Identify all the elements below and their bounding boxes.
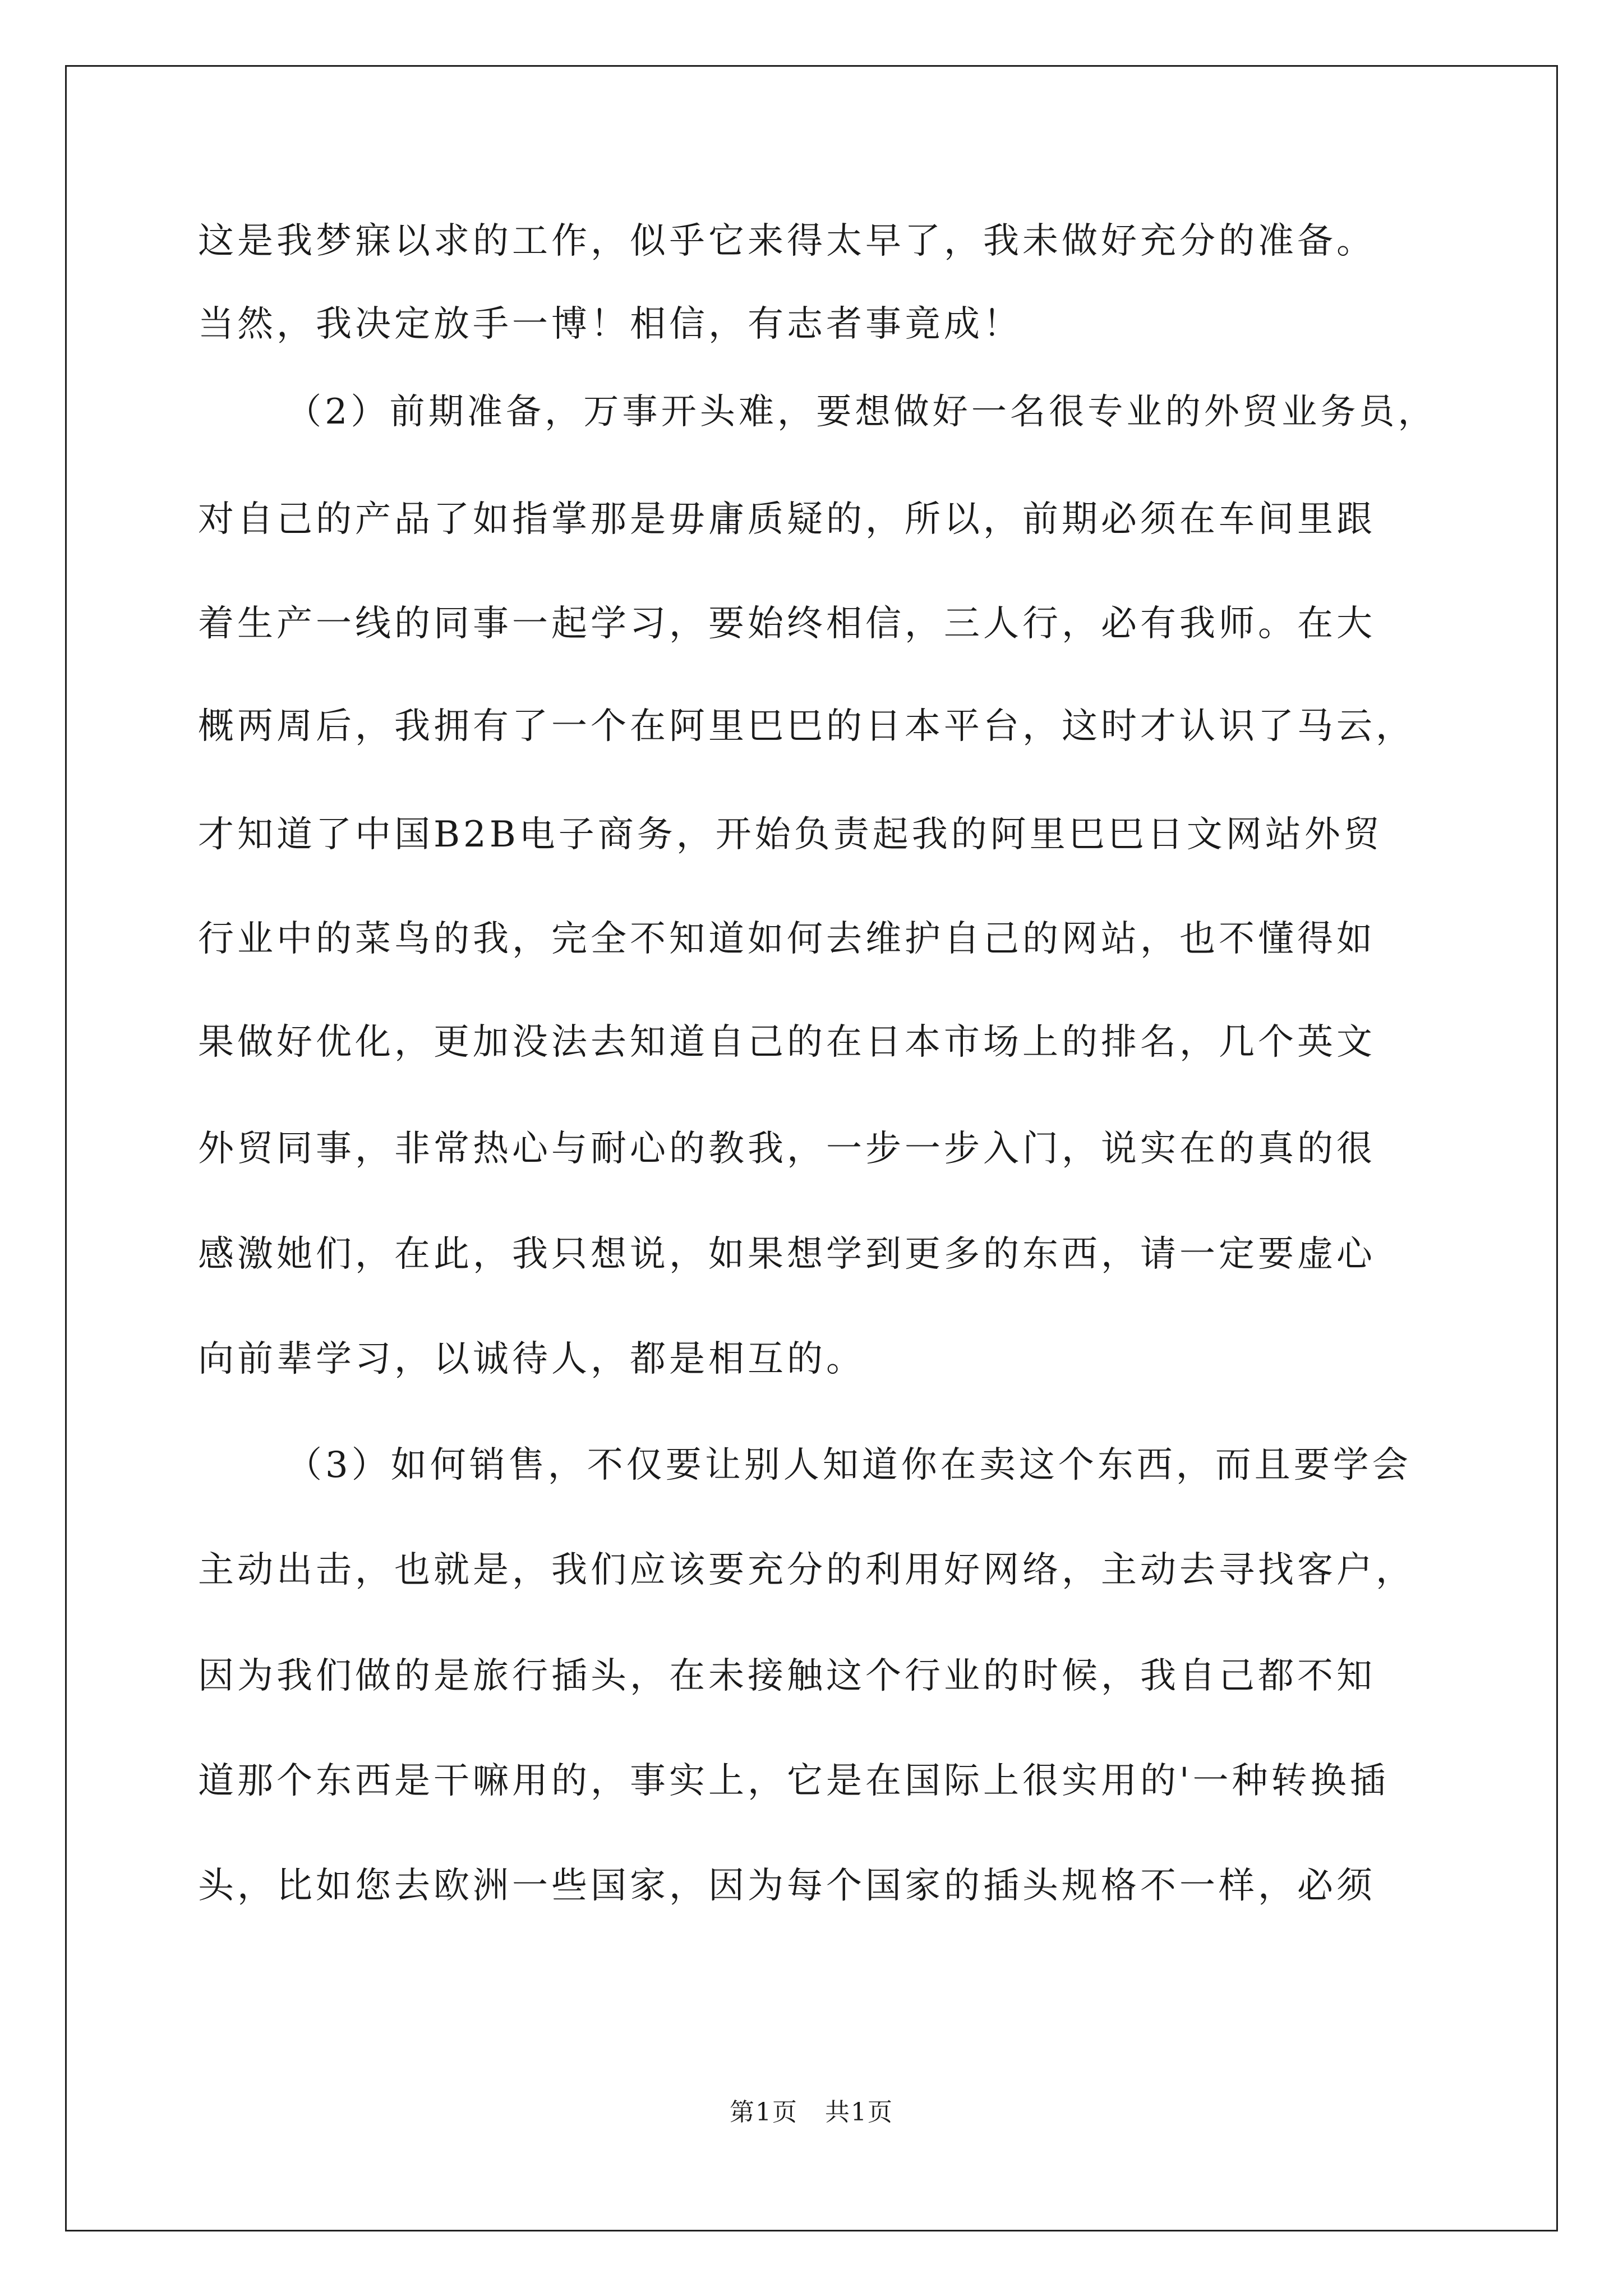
page-footer: 第1页 共1页 <box>730 2098 893 2127</box>
text-line: 着生产一线的同事一起学习，要始终相信，三人行，必有我师。在大 <box>198 603 1376 645</box>
text-line: 因为我们做的是旅行插头，在未接触这个行业的时候，我自己都不知 <box>198 1655 1376 1697</box>
text-line: 这是我梦寐以求的工作，似乎它来得太早了，我未做好充分的准备。 <box>198 220 1376 262</box>
text-line: 道那个东西是干嘛用的，事实上，它是在国际上很实用的'一种转换插 <box>198 1760 1389 1802</box>
text-line: 感激她们，在此，我只想说，如果想学到更多的东西，请一定要虚心 <box>198 1234 1376 1275</box>
text-line: 才知道了中国B2B电子商务，开始负责起我的阿里巴巴日文网站外贸 <box>198 814 1383 855</box>
text-line: 主动出击，也就是，我们应该要充分的利用好网络，主动去寻找客户， <box>198 1549 1415 1591</box>
text-line: 头，比如您去欧洲一些国家，因为每个国家的插头规格不一样，必须 <box>198 1865 1376 1907</box>
text-line: 概两周后，我拥有了一个在阿里巴巴的日本平台，这时才认识了马云， <box>198 706 1415 747</box>
text-line: 对自己的产品了如指掌那是毋庸质疑的，所以，前期必须在车间里跟 <box>198 499 1376 540</box>
text-line: 当然，我决定放手一博！相信，有志者事竟成！ <box>198 303 1022 345</box>
text-line: 行业中的菜鸟的我，完全不知道如何去维护自己的网站，也不懂得如 <box>198 918 1376 960</box>
text-line: （3）如何销售，不仅要让别人知道你在卖这个东西，而且要学会 <box>286 1444 1412 1486</box>
text-line: （2）前期准备，万事开头难，要想做好一名很专业的外贸业务员， <box>286 390 1437 432</box>
text-line: 果做好优化，更加没法去知道自己的在日本市场上的排名，几个英文 <box>198 1022 1376 1063</box>
text-line: 向前辈学习，以诚待人，都是相互的。 <box>198 1338 865 1380</box>
text-line: 外贸同事，非常热心与耐心的教我，一步一步入门，说实在的真的很 <box>198 1128 1376 1170</box>
